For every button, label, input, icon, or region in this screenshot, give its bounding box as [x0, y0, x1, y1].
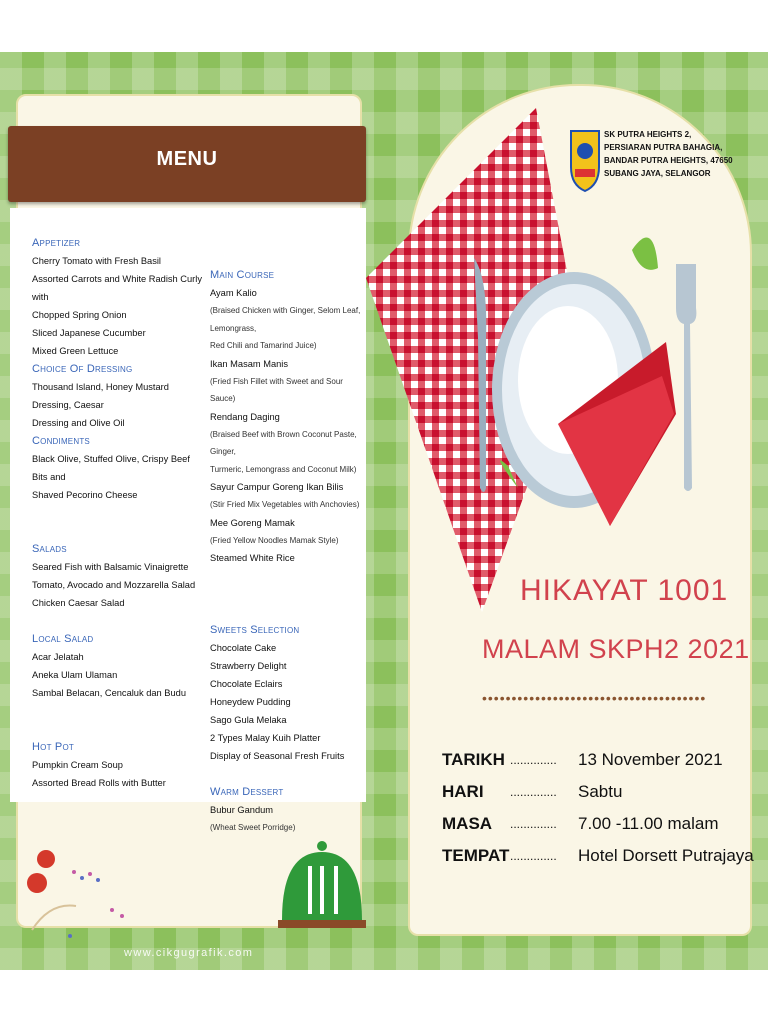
menu-item-description: (Fried Yellow Noodles Mamak Style) [210, 535, 339, 545]
menu-item: Strawberry Delight [210, 661, 287, 671]
menu-item: Sago Gula Melaka [210, 715, 287, 725]
menu-section-heading: Choice Of Dressing [32, 363, 133, 375]
menu-item: Black Olive, Stuffed Olive, Crispy Beef Bits and [32, 454, 190, 482]
menu-item: Ikan Masam Manis [210, 358, 289, 369]
menu-right-column [210, 266, 366, 837]
menu-item-description: (Stir Fried Mix Vegetables with Anchovies) [210, 500, 360, 509]
menu-item: Thousand Island, Honey Mustard Dressing, Caesar [32, 382, 169, 410]
detail-row [442, 808, 754, 840]
detail-key: TARIKH [442, 750, 505, 769]
divider-dots: •••••••••••••••••••••••••••••••••••••• [482, 690, 707, 706]
menu-item: Assorted Carrots and White Radish Curly with [32, 274, 202, 302]
watermark: www.cikgugrafik.com [124, 947, 254, 959]
detail-value: 7.00 -11.00 malam [578, 814, 719, 833]
spacer [32, 612, 202, 630]
menu-section-heading: Warm Dessert [210, 786, 284, 798]
spacer [210, 765, 366, 783]
spacer [32, 504, 202, 522]
spacer [32, 702, 202, 720]
detail-key: HARI [442, 782, 484, 801]
menu-item: Chocolate Cake [210, 643, 277, 653]
spacer [210, 585, 366, 603]
menu-item: Dressing and Olive Oil [32, 418, 125, 428]
menu-item: Sayur Campur Goreng Ikan Bilis [210, 482, 344, 492]
menu-item: Sliced Japanese Cucumber [32, 328, 146, 338]
menu-item: Display of Seasonal Fresh Fruits [210, 751, 345, 761]
spacer [210, 603, 366, 621]
menu-item-description: (Braised Chicken with Ginger, Selom Leaf, Lemongrass, [210, 306, 361, 333]
menu-item-description: Red Chili and Tamarind Juice) [210, 341, 317, 350]
spacer [32, 720, 202, 738]
menu-item-description: Turmeric, Lemongrass and Coconut Milk) [210, 464, 357, 474]
menu-item: Acar Jelatah [32, 652, 84, 662]
menu-item: Steamed White Rice [210, 553, 295, 563]
address-line: SK PUTRA HEIGHTS 2, [604, 130, 692, 139]
detail-dots: .............. [510, 817, 557, 831]
menu-item: Sambal Belacan, Cencaluk dan Budu [32, 688, 187, 698]
menu-item: Assorted Bread Rolls with Butter [32, 778, 166, 788]
detail-dots: .............. [510, 753, 557, 767]
menu-item-description: (Wheat Sweet Porridge) [210, 823, 296, 832]
menu-item: Mee Goreng Mamak [210, 517, 295, 528]
menu-item: Ayam Kalio [210, 288, 257, 298]
menu-banner [8, 126, 366, 202]
address-line: SUBANG JAYA, SELANGOR [604, 169, 711, 178]
menu-item: Bubur Gandum [210, 805, 274, 815]
menu-section-heading: Appetizer [32, 237, 81, 249]
menu-left-column [32, 234, 202, 792]
event-title-line1: HIKAYAT 1001 [520, 574, 729, 607]
detail-value: Sabtu [578, 782, 623, 801]
detail-row [442, 840, 754, 872]
detail-dots: .............. [510, 785, 557, 799]
address-line: PERSIARAN PUTRA BAHAGIA, [604, 143, 723, 152]
menu-item: Seared Fish with Balsamic Vinaigrette [32, 562, 189, 572]
event-title-line2: MALAM SKPH2 2021 [482, 634, 750, 664]
menu-item: Cherry Tomato with Fresh Basil [32, 256, 161, 266]
menu-item: Rendang Daging [210, 411, 280, 422]
menu-section-heading: Local Salad [32, 633, 94, 645]
detail-row [442, 776, 754, 808]
spacer [210, 567, 366, 585]
detail-key: TEMPAT [442, 846, 510, 865]
address-line: BANDAR PUTRA HEIGHTS, 47650 [604, 156, 733, 165]
menu-item: Pumpkin Cream Soup [32, 760, 123, 770]
detail-value: Hotel Dorsett Putrajaya [578, 846, 754, 865]
menu-section-heading: Condiments [32, 435, 90, 447]
menu-section-heading: Salads [32, 543, 67, 555]
detail-value: 13 November 2021 [578, 750, 723, 769]
menu-section-heading: Main Course [210, 269, 275, 281]
detail-dots: .............. [510, 849, 557, 863]
menu-item: Honeydew Pudding [210, 697, 291, 707]
menu-item-description: (Fried Fish Fillet with Sweet and Sour Sauce) [210, 376, 343, 403]
menu-item: Chocolate Eclairs [210, 679, 283, 689]
detail-key: MASA [442, 814, 493, 833]
menu-item: Chopped Spring Onion [32, 310, 127, 320]
menu-title: MENU [156, 148, 218, 170]
menu-item: Mixed Green Lettuce [32, 346, 119, 356]
table-setting-illustration [362, 108, 752, 628]
food-decoration [10, 832, 370, 942]
menu-section-heading: Hot Pot [32, 741, 74, 753]
event-details [442, 744, 754, 872]
menu-section-heading: Sweets Selection [210, 624, 300, 636]
menu-item: Aneka Ulam Ulaman [32, 670, 118, 680]
menu-item: Tomato, Avocado and Mozzarella Salad [32, 580, 196, 590]
menu-item: Shaved Pecorino Cheese [32, 490, 138, 500]
spacer [32, 522, 202, 540]
menu-item: 2 Types Malay Kuih Platter [210, 733, 321, 743]
detail-row [442, 744, 754, 776]
menu-item: Chicken Caesar Salad [32, 598, 125, 608]
menu-item-description: (Braised Beef with Brown Coconut Paste, Ginger, [210, 429, 357, 456]
